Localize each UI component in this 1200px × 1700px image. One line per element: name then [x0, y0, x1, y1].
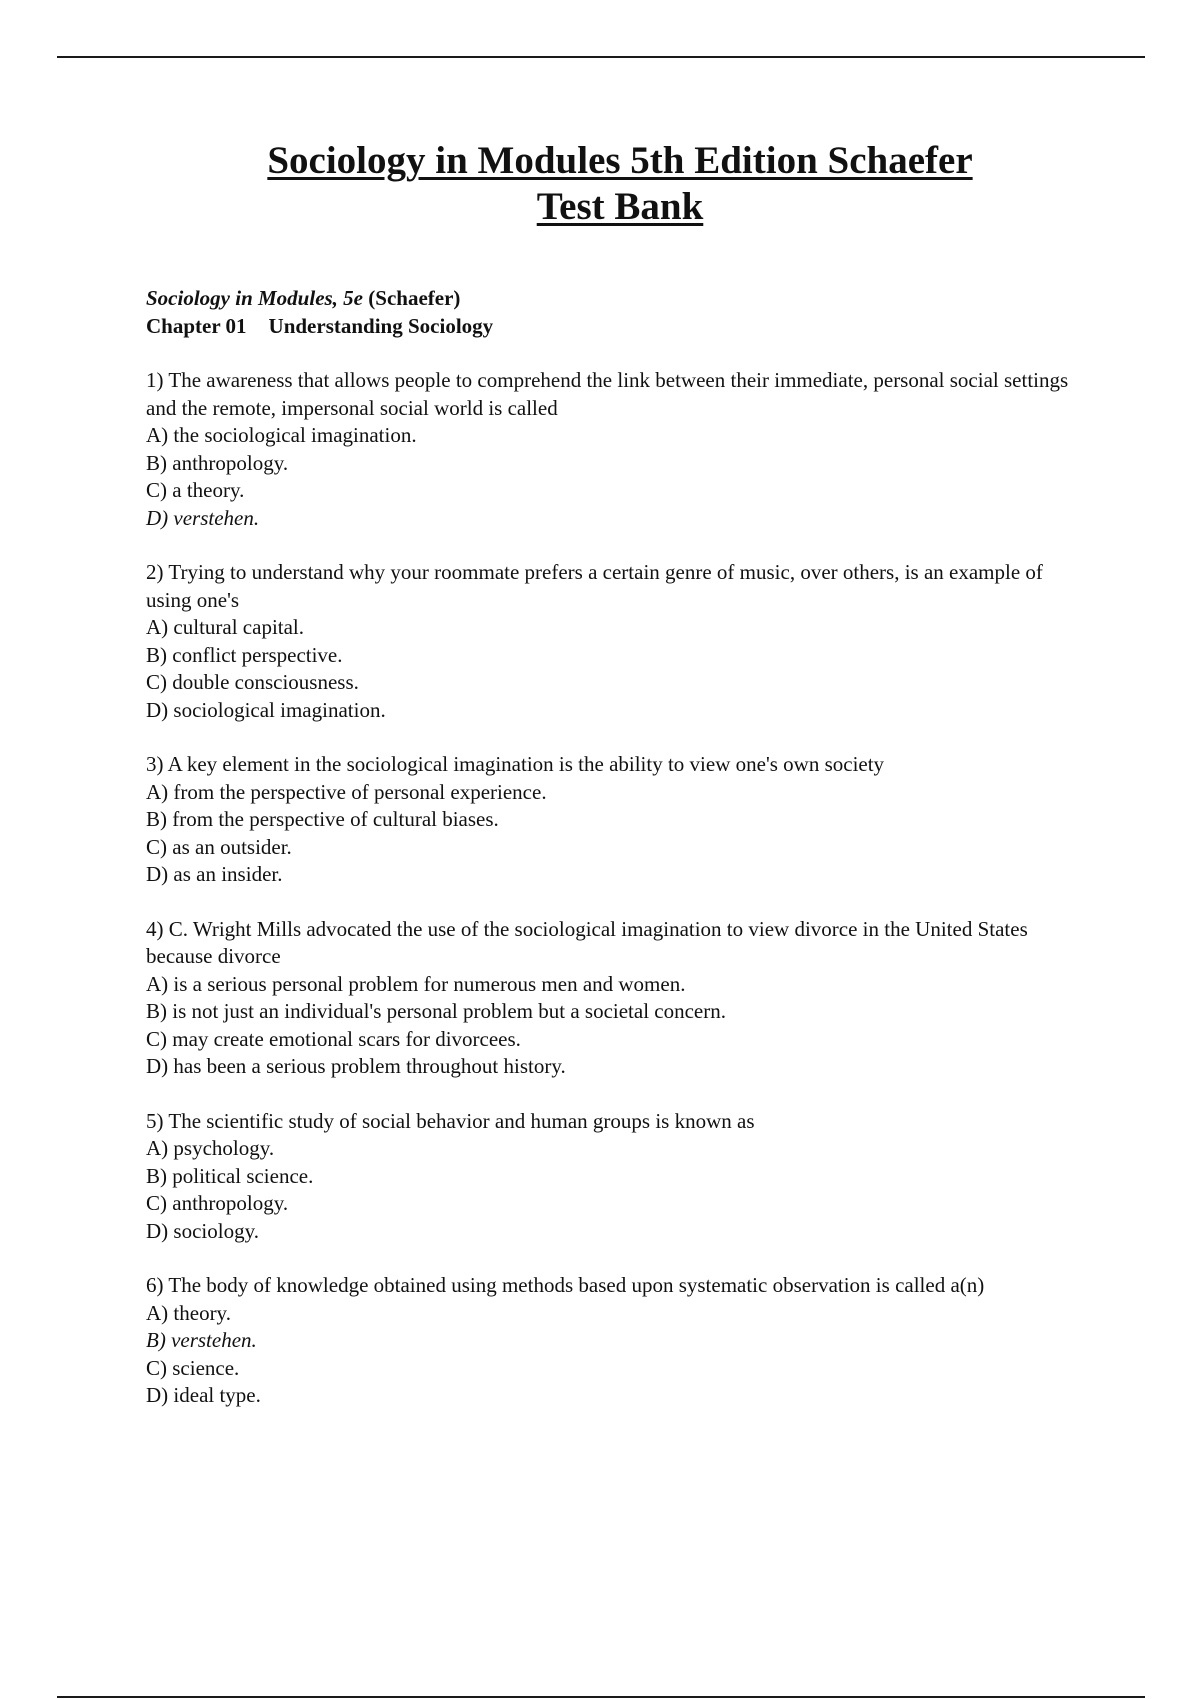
answer-option-c: C) science. [146, 1355, 240, 1380]
answer-option-a: A) the sociological imagination. [146, 423, 417, 447]
answer-option-d: D) verstehen. [146, 505, 260, 530]
answer-option-b: B) verstehen. [146, 1328, 257, 1352]
answer-option-d: D) as an insider. [146, 862, 283, 886]
answer-option-d: D) sociology. [146, 1218, 259, 1243]
question-stem: 6) The body of knowledge obtained using methods based upon systematic observation is called a(n) [146, 1273, 985, 1297]
answer-option-c: C) as an outsider. [146, 834, 292, 859]
answer-option-d: D) ideal type. [146, 1383, 261, 1407]
answer-option-d: D) has been a serious problem throughout history. [146, 1054, 566, 1078]
answer-option-a: A) theory. [146, 1300, 231, 1325]
answer-option-b: B) anthropology. [146, 450, 289, 475]
answer-option-c: C) may create emotional scars for divorcees. [146, 1026, 521, 1051]
question-5 [146, 1108, 1076, 1246]
book-title: Sociology in Modules, 5e [146, 286, 364, 310]
top-divider [57, 56, 1145, 58]
answer-option-c: C) double consciousness. [146, 670, 359, 694]
question-stem: 2) Trying to understand why your roommate prefers a certain genre of music, over others, is an example of using one's [146, 560, 1043, 612]
answer-option-d: D) sociological imagination. [146, 697, 386, 722]
title-line-1: Sociology in Modules 5th Edition Schaefer [267, 139, 973, 182]
book-author: (Schaefer) [368, 286, 461, 310]
question-stem: 3) A key element in the sociological imagination is the ability to view one's own society [146, 752, 885, 776]
answer-option-a: A) from the perspective of personal experience. [146, 779, 547, 804]
question-2 [146, 559, 1076, 724]
answer-option-a: A) psychology. [146, 1136, 275, 1160]
answer-option-a: A) cultural capital. [146, 615, 305, 639]
title-line-2: Test Bank [536, 185, 704, 228]
bottom-divider [57, 1696, 1145, 1698]
answer-option-b: B) from the perspective of cultural biases. [146, 807, 499, 831]
answer-option-b: B) conflict perspective. [146, 642, 343, 667]
answer-option-b: B) political science. [146, 1163, 314, 1188]
question-1 [146, 367, 1076, 532]
question-stem: 5) The scientific study of social behavior and human groups is known as [146, 1108, 755, 1133]
answer-option-c: C) a theory. [146, 478, 245, 502]
document-title [0, 138, 1200, 230]
answer-option-b: B) is not just an individual's personal problem but a societal concern. [146, 999, 726, 1023]
question-4 [146, 916, 1076, 1081]
chapter-title: Understanding Sociology [268, 313, 494, 338]
question-stem: 1) The awareness that allows people to comprehend the link between their immediate, personal social settings and the remote, impersonal social world is called [146, 368, 1069, 420]
chapter-number: Chapter 01 [146, 313, 247, 338]
question-3 [146, 751, 1076, 889]
answer-option-a: A) is a serious personal problem for numerous men and women. [146, 971, 686, 996]
question-stem: 4) C. Wright Mills advocated the use of the sociological imagination to view divorce in the United States because divorce [146, 916, 1028, 968]
chapter-header [146, 285, 1076, 340]
question-6 [146, 1272, 1076, 1410]
answer-option-c: C) anthropology. [146, 1191, 289, 1215]
test-bank-content [146, 285, 1076, 1437]
